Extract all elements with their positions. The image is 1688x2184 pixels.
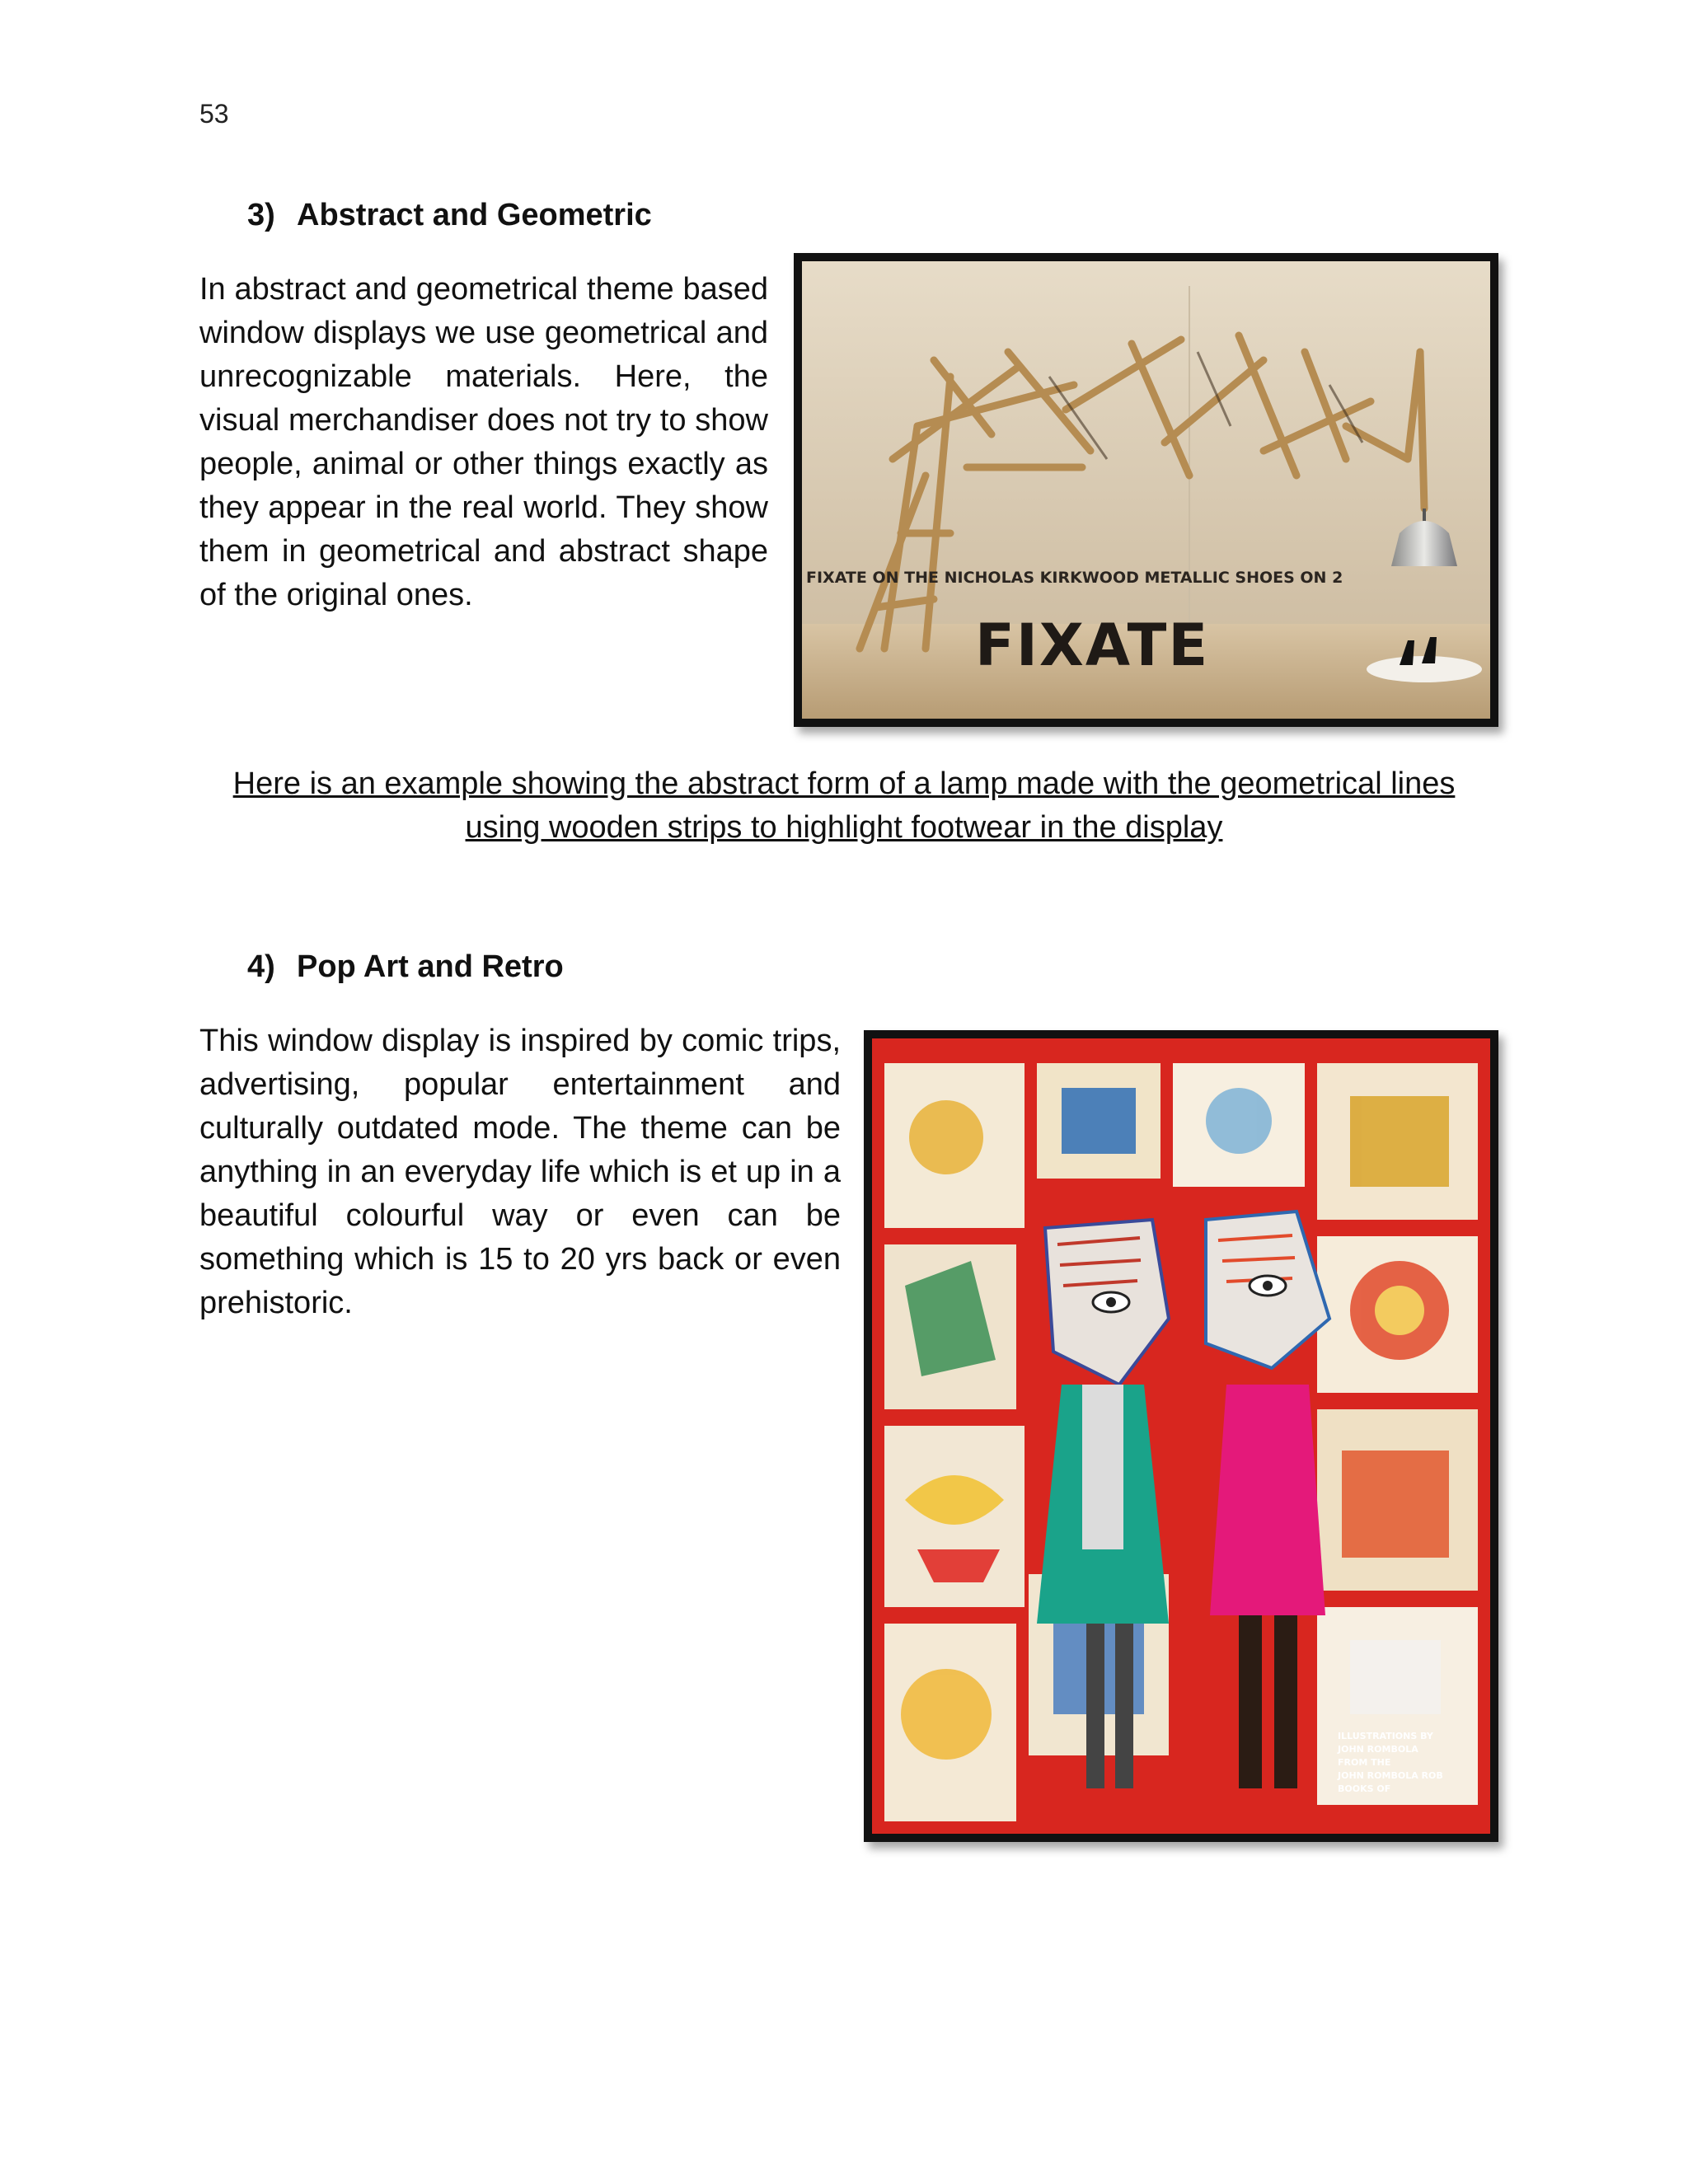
section-4-body: This window display is inspired by comic trips, advertising, popular entertainment and culturally outdated mode. The theme can be anything in an everyday life which is et up in a beautiful colourful way or even can be something which is 15 to 20 yrs back or even prehistoric. bbox=[199, 1024, 841, 1320]
sign-line-5: BOOKS OF bbox=[1338, 1783, 1391, 1794]
pop-art-window-photo bbox=[864, 1030, 1498, 1842]
sign-line-1: ILLUSTRATIONS BY bbox=[1338, 1731, 1433, 1741]
sign-line-4: JOHN ROMBOLA ROB bbox=[1338, 1770, 1443, 1781]
fixate-sign-big: FIXATE bbox=[975, 612, 1210, 679]
sign-line-3: FROM THE bbox=[1338, 1757, 1391, 1768]
section-3-body: In abstract and geometrical theme based window displays we use geometrical and unrecognizable materials. Here, the visual merchandiser does not try to show people, animal or other things exactly as they appear in the real world. They show them in geometrical and abstract shape of the original ones. bbox=[199, 272, 768, 612]
sign-line-2: JOHN ROMBOLA bbox=[1338, 1744, 1418, 1755]
section-3-caption: Here is an example showing the abstract form of a lamp made with the geometrical lines using wooden strips to highlight footwear in the display bbox=[232, 766, 1456, 845]
fixate-scene bbox=[802, 261, 1490, 719]
fixate-window-photo bbox=[794, 253, 1498, 727]
section-4-number: 4) bbox=[247, 949, 275, 984]
fixate-sign-small: FIXATE ON THE NICHOLAS KIRKWOOD METALLIC SHOES ON 2 bbox=[806, 569, 1343, 587]
section-4-heading bbox=[247, 949, 564, 985]
section-3-title: Abstract and Geometric bbox=[297, 198, 652, 232]
page-number: 53 bbox=[199, 99, 229, 129]
section-3-number: 3) bbox=[247, 198, 275, 232]
section-3-heading bbox=[247, 198, 652, 233]
pop-art-scene bbox=[872, 1038, 1490, 1834]
section-4-title: Pop Art and Retro bbox=[297, 949, 564, 984]
